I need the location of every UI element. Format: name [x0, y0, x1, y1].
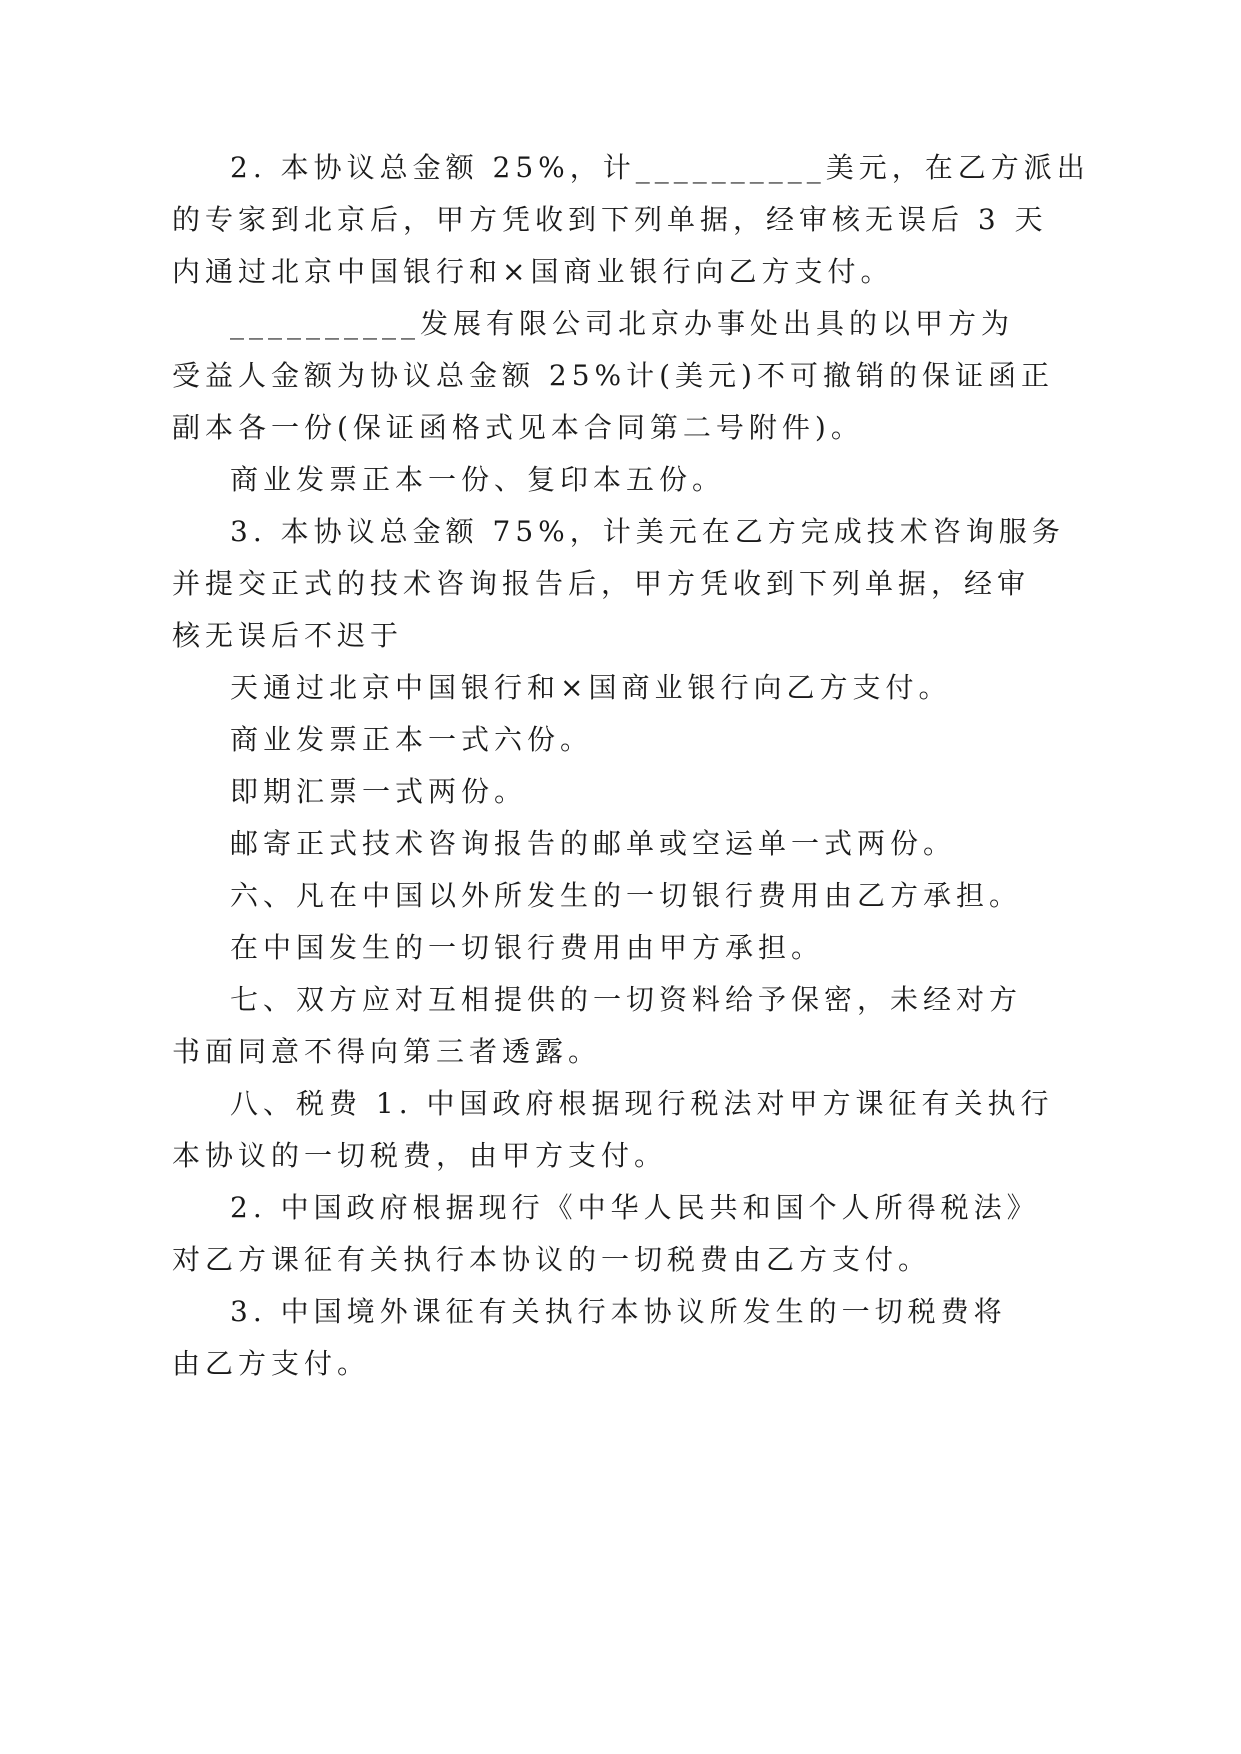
body-text-line: 即期汇票一式两份。: [230, 775, 528, 808]
body-text-line: 七、双方应对互相提供的一切资料给予保密，未经对方: [230, 983, 1023, 1016]
body-text-line: 副本各一份(保证函格式见本合同第二号附件)。: [172, 411, 864, 444]
body-text-line: 3. 本协议总金额 75%，计美元在乙方完成技术咨询服务: [230, 515, 1065, 548]
body-text-line: 在中国发生的一切银行费用由甲方承担。: [230, 931, 825, 964]
body-text-line: 商业发票正本一式六份。: [230, 723, 594, 756]
body-text-line: 3. 中国境外课征有关执行本协议所发生的一切税费将: [230, 1295, 1007, 1328]
body-text-line: 商业发票正本一份、复印本五份。: [230, 463, 726, 496]
body-text-line: 核无误后不迟于: [172, 619, 404, 652]
body-text-line: 的专家到北京后，甲方凭收到下列单据，经审核无误后 3 天: [172, 203, 1048, 236]
body-text-line: 本协议的一切税费，由甲方支付。: [172, 1139, 668, 1172]
body-text-line: 书面同意不得向第三者透露。: [172, 1035, 602, 1068]
body-text-line: 内通过北京中国银行和×国商业银行向乙方支付。: [172, 255, 894, 288]
body-text-line: 并提交正式的技术咨询报告后，甲方凭收到下列单据，经审: [172, 567, 1031, 600]
body-text-line: 天通过北京中国银行和×国商业银行向乙方支付。: [230, 671, 952, 704]
body-text-line: 2. 本协议总金额 25%，计__________美元，在乙方派出: [230, 151, 1090, 184]
body-text-line: 八、税费 1. 中国政府根据现行税法对甲方课征有关执行: [230, 1087, 1054, 1120]
body-text-line: 2. 中国政府根据现行《中华人民共和国个人所得税法》: [230, 1191, 1040, 1224]
body-text-line: 受益人金额为协议总金额 25%计(美元)不可撤销的保证函正: [172, 359, 1054, 392]
body-text-line: 邮寄正式技术咨询报告的邮单或空运单一式两份。: [230, 827, 957, 860]
body-text-line: __________发展有限公司北京办事处出具的以甲方为: [230, 307, 1015, 340]
body-text-line: 对乙方课征有关执行本协议的一切税费由乙方支付。: [172, 1243, 932, 1276]
body-text-line: 六、凡在中国以外所发生的一切银行费用由乙方承担。: [230, 879, 1023, 912]
body-text-line: 由乙方支付。: [172, 1347, 371, 1380]
